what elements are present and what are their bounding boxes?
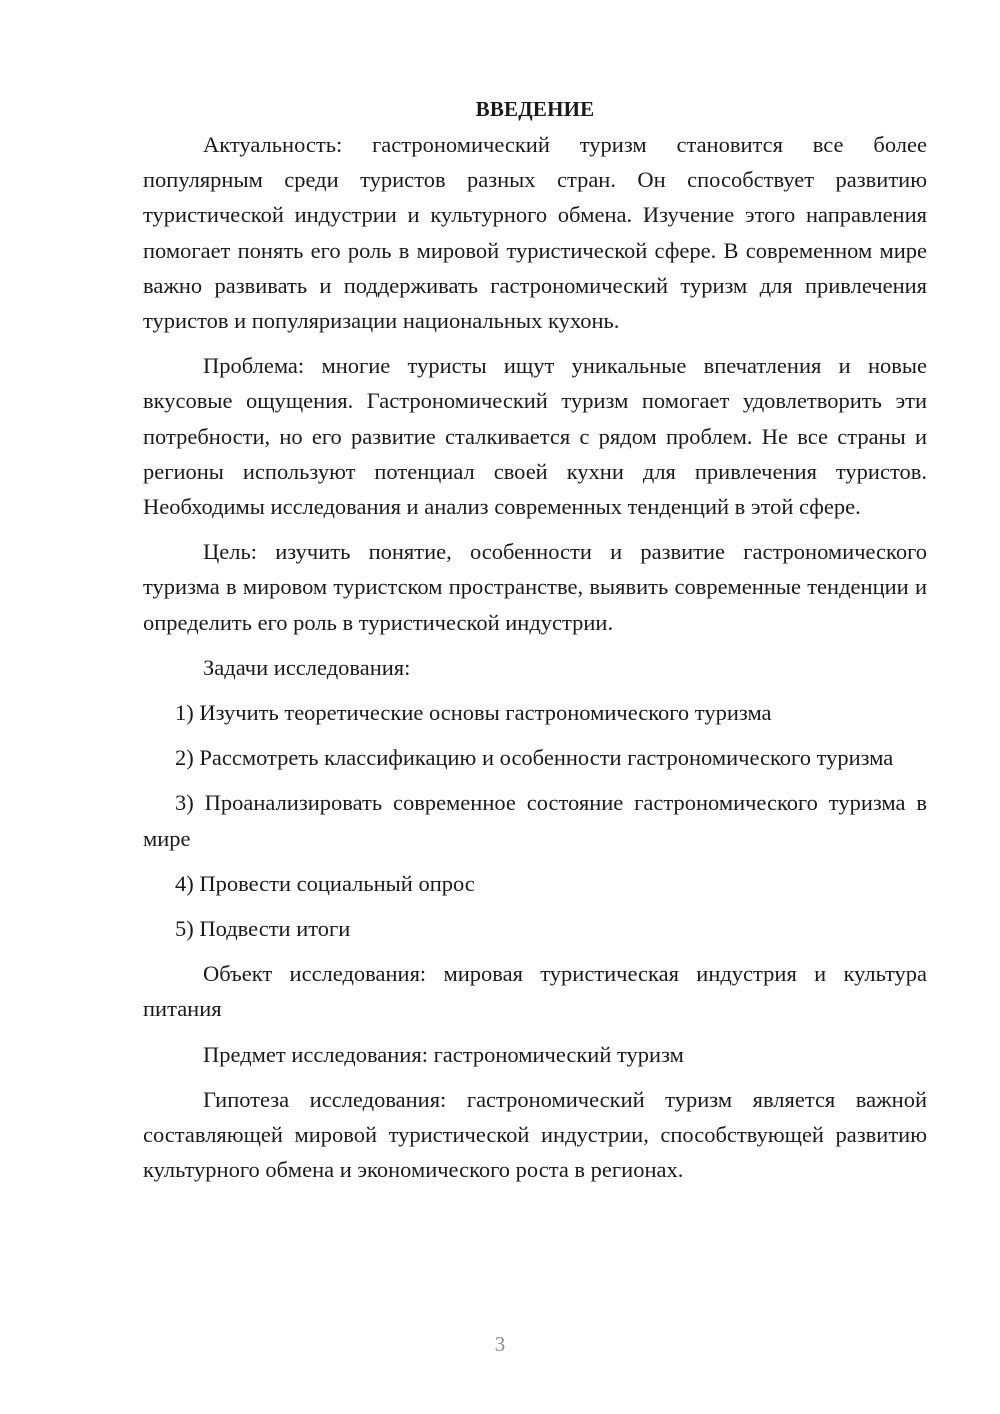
tasks-heading: Задачи исследования: bbox=[203, 654, 411, 680]
paragraph-object: Объект исследования: мировая туристическая индустрия и культура питания bbox=[143, 961, 927, 1022]
page-number: 3 bbox=[494, 1332, 506, 1356]
paragraph-relevance: Актуальность: гастрономический туризм становится все более популярным среди туристов разных стран. Он способствует развитию туристической индустрии и культурного обмена. Изучение этого направления помогает понять его роль в мировой туристической сфере. В современном мире важно развивать и поддерживать гастрономический туризм для привлечения туристов и популяризации национальных кухонь. bbox=[143, 132, 927, 334]
document-page bbox=[143, 92, 927, 1197]
task-item-3: 3) Проанализировать современное состояние гастрономического туризма в мире bbox=[143, 790, 927, 851]
paragraph-goal: Цель: изучить понятие, особенности и развитие гастрономического туризма в мировом туристском пространстве, выявить современные тенденции и определить его роль в туристической индустрии. bbox=[143, 539, 927, 635]
paragraph-subject: Предмет исследования: гастрономический туризм bbox=[203, 1041, 684, 1067]
task-item-5: 5) Подвести итоги bbox=[175, 916, 351, 942]
task-item-4: 4) Провести социальный опрос bbox=[175, 870, 475, 896]
task-item-1: 1) Изучить теоретические основы гастрономического туризма bbox=[175, 700, 772, 726]
paragraph-problem: Проблема: многие туристы ищут уникальные впечатления и новые вкусовые ощущения. Гастрономический туризм помогает удовлетворить эти потребности, но его развитие сталкивается с рядом проблем. Не все страны и регионы используют потенциал своей кухни для привлечения туристов. Необходимы исследования и анализ современных тенденций в этой сфере. bbox=[143, 353, 927, 520]
task-item-2: 2) Рассмотреть классификацию и особенности гастрономического туризма bbox=[175, 745, 894, 771]
paragraph-hypothesis: Гипотеза исследования: гастрономический туризм является важной составляющей мировой туристической индустрии, способствующей развитию культурного обмена и экономического роста в регионах. bbox=[143, 1086, 927, 1183]
section-title: ВВЕДЕНИЕ bbox=[475, 97, 595, 121]
